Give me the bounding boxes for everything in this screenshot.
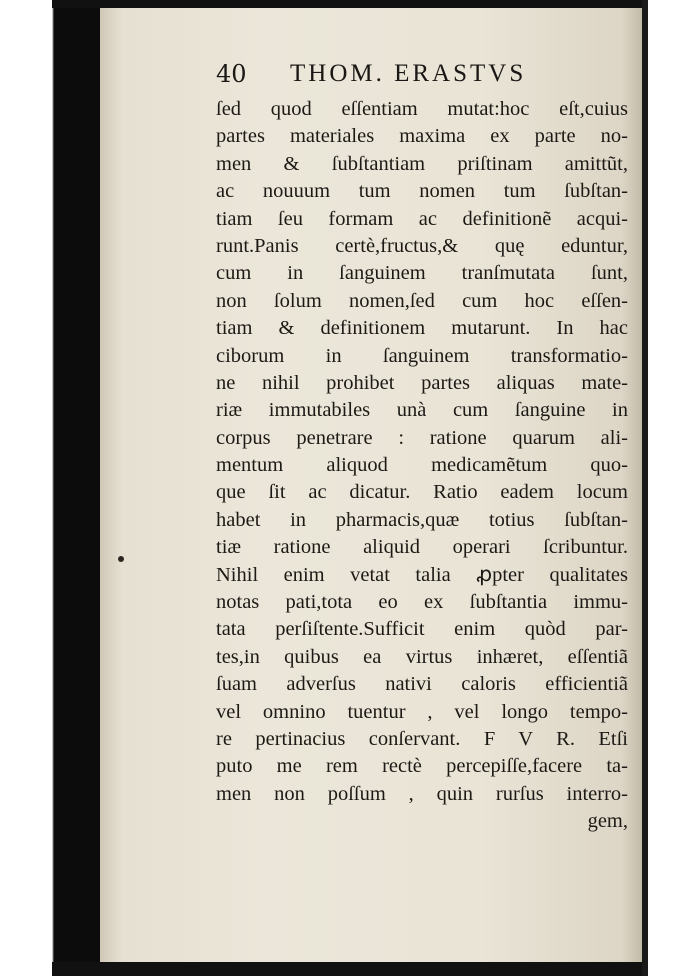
text-line: re pertinacius conſervant. F V R. Etſi <box>216 727 628 750</box>
page-header <box>216 60 626 94</box>
scan-left-border <box>0 0 100 976</box>
text-line: vel omnino tuentur , vel longo tempo- <box>216 700 628 723</box>
text-line: partes materiales maxima ex parte no- <box>216 125 628 148</box>
text-line: cum in ſanguinem tranſmutata ſunt, <box>216 262 628 285</box>
page-number: 40 <box>216 60 247 88</box>
text-line: ne nihil prohibet partes aliquas mate- <box>216 371 628 394</box>
text-line: notas pati,tota eo ex ſubſtantia immu- <box>216 591 628 614</box>
running-head: THOM. ERASTVS <box>290 60 527 87</box>
text-line: ſed quod eſſentiam mutat:hoc eſt,cuius <box>216 98 628 120</box>
text-line: ſuam adverſus nativi caloris efficientiã <box>216 673 628 696</box>
scan-right-margin <box>648 0 690 976</box>
text-line: tiam ſeu formam ac definitionẽ acqui- <box>216 207 628 230</box>
text-line: mentum aliquod medicamẽtum quo- <box>216 454 628 477</box>
text-line: ac nouuum tum nomen tum ſubſtan- <box>216 180 628 203</box>
text-line: non ſolum nomen,ſed cum hoc eſſen- <box>216 289 628 312</box>
scan-bottom-border <box>52 962 652 976</box>
scan-top-border <box>52 0 652 8</box>
text-line: tiam & definitionem mutarunt. In hac <box>216 317 628 340</box>
catchword: gem, <box>587 810 628 833</box>
text-line: corpus penetrare : ratione quarum ali- <box>216 426 628 449</box>
text-line: tes,in quibus ea virtus inhæret, eſſentiã <box>216 645 628 668</box>
text-line: men non poſſum , quin rurſus interro- <box>216 782 628 805</box>
text-line: tata perſiſtente.Sufficit enim quòd par- <box>216 618 628 641</box>
text-line: runt.Panis certè,fructus,& quę eduntur, <box>216 234 628 257</box>
body-text <box>216 96 628 836</box>
text-line: men & ſubſtantiam priſtinam amittũt, <box>216 152 628 175</box>
text-line: Nihil enim vetat talia ꝓpter qualitates <box>216 563 628 586</box>
text-line: riæ immutabiles unà cum ſanguine in <box>216 399 628 422</box>
text-line: puto me rem rectè percepiſſe,facere ta- <box>216 755 628 778</box>
text-line: que ſit ac dicatur. Ratio eadem locum <box>216 481 628 504</box>
ink-spot <box>118 556 124 562</box>
text-line: ciborum in ſanguinem transformatio- <box>216 344 628 367</box>
text-line: tiæ ratione aliquid operari ſcribuntur. <box>216 536 628 559</box>
text-line: habet in pharmacis,quæ totius ſubſtan- <box>216 508 628 531</box>
